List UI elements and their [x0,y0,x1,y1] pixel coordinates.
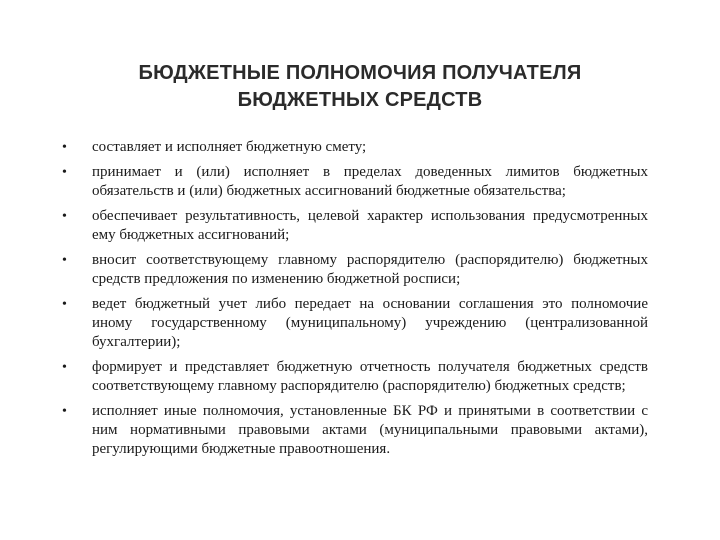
list-item [62,138,648,157]
bullet-icon: • [62,404,67,419]
list-item [62,251,648,289]
bullet-icon: • [62,253,67,268]
list-item-text: формирует и представляет бюджетную отчетность получателя бюджетных средств соответствующему главному распорядителю (распорядителю) бюджетных средств; [92,359,648,394]
list-item-text: принимает и (или) исполняет в пределах доведенных лимитов бюджетных обязательств и (или) бюджетных ассигнований бюджетные обязательства; [92,164,648,199]
title-line-2: БЮДЖЕТНЫХ СРЕДСТВ [237,89,483,111]
list-item-text: исполняет иные полномочия, установленные БК РФ и принятыми в соответствии с ним нормативными правовыми актами (муниципальными правовыми актами), регулирующими бюджетные правоотношения. [92,403,648,457]
bullet-icon: • [62,140,67,155]
list-item [62,295,648,352]
list-item-text: ведет бюджетный учет либо передает на основании соглашения это полномочие иному государственному (муниципальному) учреждению (централизованной бухгалтерии); [92,296,648,350]
bullet-icon: • [62,360,67,375]
list-item [62,163,648,201]
page-title [60,60,660,114]
list-item [62,402,648,459]
bullet-icon: • [62,165,67,180]
list-item-text: вносит соответствующему главному распорядителю (распорядителю) бюджетных средств предложения по изменению бюджетной росписи; [92,252,648,287]
list-item-text: составляет и исполняет бюджетную смету; [92,139,367,155]
title-line-1: БЮДЖЕТНЫЕ ПОЛНОМОЧИЯ ПОЛУЧАТЕЛЯ [138,62,582,84]
list-item [62,358,648,396]
bullet-icon: • [62,297,67,312]
list-item-text: обеспечивает результативность, целевой характер использования предусмотренных ему бюджетных ассигнований; [92,208,648,243]
list-item [62,207,648,245]
bullet-icon: • [62,209,67,224]
bullet-list [62,138,648,465]
